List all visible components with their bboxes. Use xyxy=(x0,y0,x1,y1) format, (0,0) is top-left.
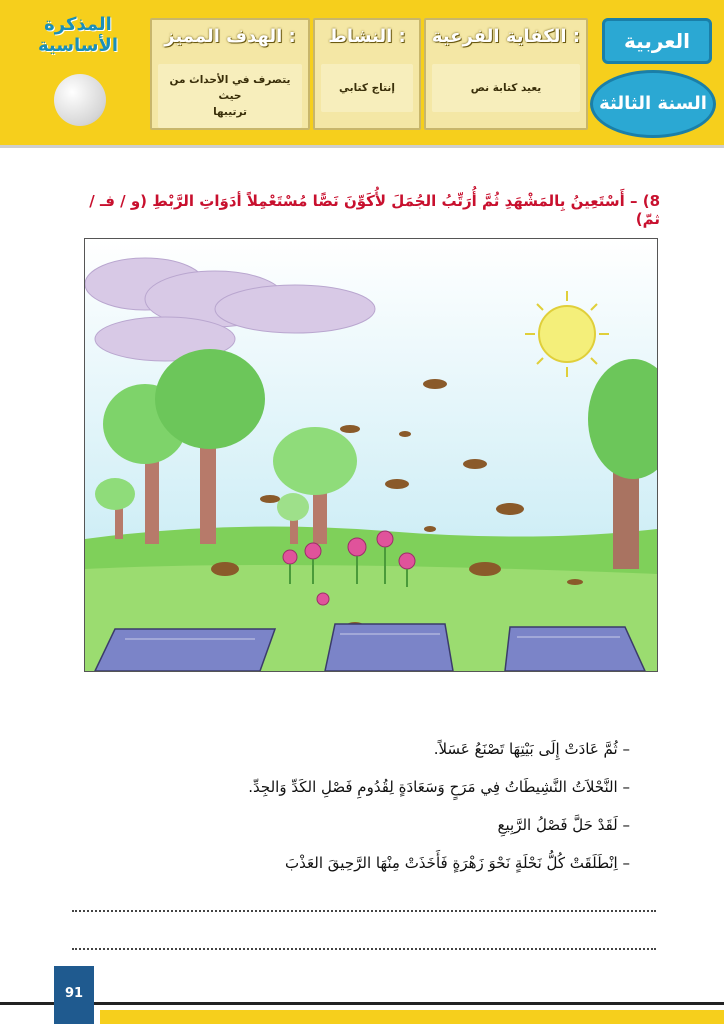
header-divider xyxy=(0,145,724,148)
spring-scene-drawing xyxy=(85,239,657,671)
objective-value-line1: يتصرف في الأحداث من حيث xyxy=(169,74,291,102)
logo-title: المذكرة الأساسية xyxy=(38,14,118,56)
sentence-list xyxy=(190,730,630,882)
page-number-badge: 91 xyxy=(54,966,94,1024)
subject-badge: العربية xyxy=(602,18,712,64)
answer-line-2[interactable] xyxy=(72,938,656,950)
objective-box xyxy=(150,18,310,130)
answer-line-1[interactable] xyxy=(72,900,656,912)
objective-title: الهدف المميز : xyxy=(164,26,296,47)
objective-value-line2: ترتيبها xyxy=(213,106,247,118)
footer-band xyxy=(100,1010,724,1024)
spring-scene-illustration xyxy=(84,238,658,672)
footer-divider xyxy=(0,1002,724,1005)
sentence-2: – النَّحْلاَتُ النَّشِيطَاتُ فِي مَرَحٍ وَسَعَادَةٍ لِقُدُومِ فَصْلِ الكَدِّ وَالجِدِّ. xyxy=(248,778,630,796)
activity-box xyxy=(313,18,421,130)
competency-box xyxy=(424,18,588,130)
activity-value: إنتاج كتابي xyxy=(339,82,395,94)
sentence-3: – لَقَدْ حَلَّ فَصْلُ الرَّبِيعِ xyxy=(497,816,630,834)
sentence-1: – ثُمَّ عَادَتْ إِلَى بَيْتِهَا تَصْنَعُ عَسَلاً. xyxy=(433,740,630,758)
sentence-4: – اِنْطَلَقَتْ كُلُّ نَحْلَةٍ نَحْوَ زَهْرَةٍ فَأَخَذَتْ مِنْهَا الرَّحِيقَ العَذْبَ xyxy=(285,854,630,872)
activity-title: النشاط : xyxy=(328,26,406,47)
logo xyxy=(18,8,138,136)
competency-title: الكفاية الفرعية : xyxy=(431,26,581,47)
competency-value: يعيد كتابة نص xyxy=(470,82,542,94)
logo-ball-icon xyxy=(54,74,106,126)
question-text: 8) – أَسْتَعِينُ بِالمَشْهَدِ ثُمَّ أُرَتِّبُ الجُمَلَ لأُكَوِّنَ نَصًّا مُسْتَعْمِلاً أدَوَاتِ الرَّبْطِ (و / فـ / ثمّ) xyxy=(89,192,660,228)
year-badge: السنة الثالثة xyxy=(590,70,716,138)
